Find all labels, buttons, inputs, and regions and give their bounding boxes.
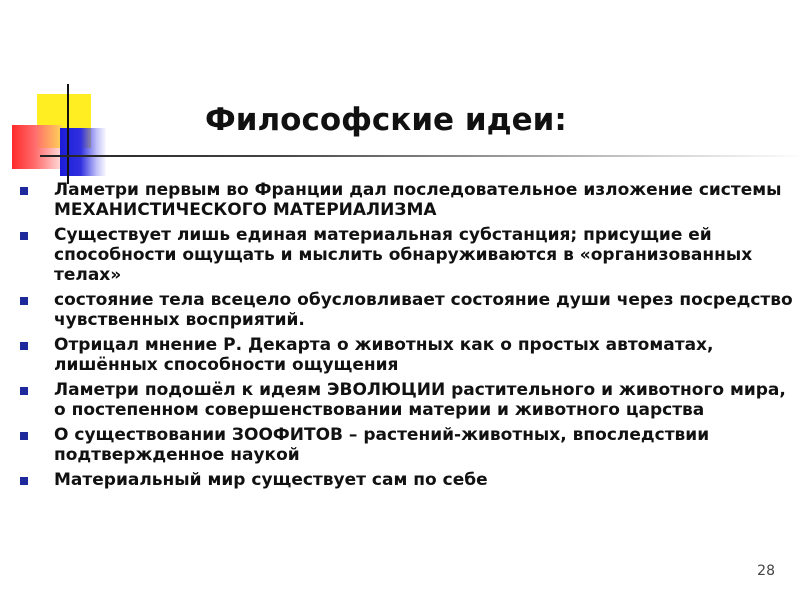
- bullet-text: О существовании ЗООФИТОВ – растений-животных, впоследствии подтвержденное наукой: [54, 425, 710, 465]
- bullet-item: [20, 290, 795, 330]
- bullet-marker-icon: [20, 387, 28, 395]
- bullet-item: [20, 335, 795, 375]
- slide-title: Философские идеи:: [205, 102, 567, 138]
- bullet-text: состояние тела всецело обусловливает состояние души через посредство чувственных восприятий.: [54, 290, 793, 330]
- bullet-marker-icon: [20, 342, 28, 350]
- bullet-item: [20, 180, 795, 220]
- bullet-list: [20, 180, 795, 495]
- bullet-text: Ламетри первым во Франции дал последовательное изложение системы МЕХАНИСТИЧЕСКОГО МАТЕРИАЛИЗМА: [54, 180, 782, 220]
- bullet-item: [20, 425, 795, 465]
- bullet-marker-icon: [20, 232, 28, 240]
- bullet-item: [20, 380, 795, 420]
- bullet-item: [20, 470, 795, 490]
- bullet-text: Отрицал мнение Р. Декарта о животных как о простых автоматах, лишённых способности ощущения: [54, 335, 714, 375]
- bullet-text: Ламетри подошёл к идеям ЭВОЛЮЦИИ растительного и животного мира, о постепенном совершенствовании материи и животного царства: [54, 380, 786, 420]
- bullet-text: Существует лишь единая материальная субстанция; присущие ей способности ощущать и мыслить обнаруживаются в «организованных телах»: [54, 225, 753, 285]
- bullet-marker-icon: [20, 297, 28, 305]
- bullet-marker-icon: [20, 477, 28, 485]
- bullet-item: [20, 225, 795, 285]
- vertical-line: [67, 84, 69, 184]
- bullet-marker-icon: [20, 187, 28, 195]
- title-underline: [40, 155, 800, 157]
- bullet-text: Материальный мир существует сам по себе: [54, 470, 488, 490]
- page-number: 28: [757, 563, 775, 579]
- red-square: [12, 125, 62, 169]
- bullet-marker-icon: [20, 432, 28, 440]
- decorative-squares: [0, 0, 130, 180]
